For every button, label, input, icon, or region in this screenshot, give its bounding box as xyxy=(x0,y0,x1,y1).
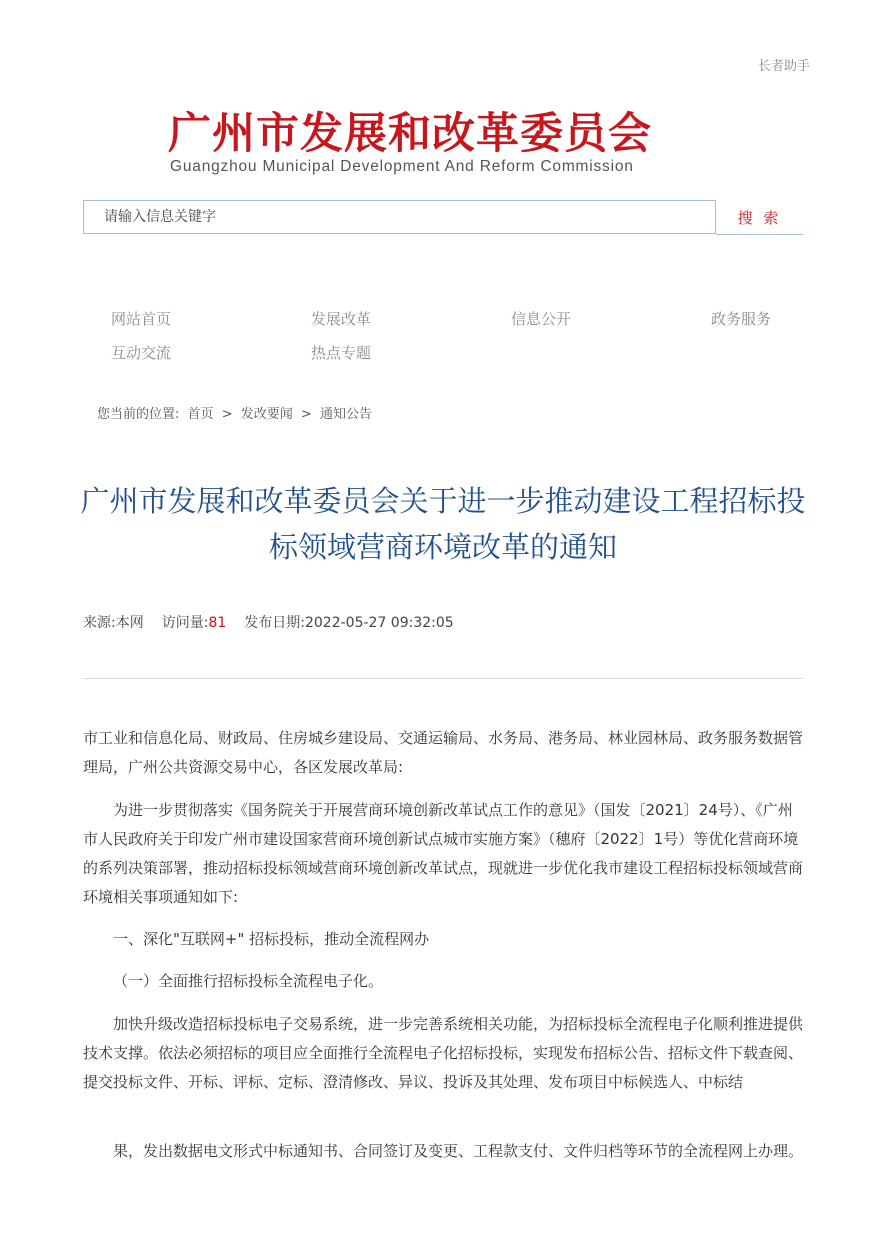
body-paragraph: 一、深化"互联网+" 招标投标，推动全流程网办 xyxy=(113,930,430,948)
content-divider xyxy=(83,678,803,679)
visits-count: 81 xyxy=(208,615,227,631)
nav-item-info-disclosure[interactable]: 信息公开 xyxy=(511,310,572,328)
publish-date-label: 发布日期: xyxy=(244,615,305,631)
article-body-section xyxy=(83,1137,803,1166)
article-meta xyxy=(83,612,454,632)
body-paragraph: （一）全面推行招标投标全流程电子化。 xyxy=(113,972,384,990)
breadcrumb-notices[interactable]: 通知公告 xyxy=(319,407,372,422)
site-logo-english: Guangzhou Municipal Development And Reform Commission xyxy=(170,158,634,175)
nav-item-government-services[interactable]: 政务服务 xyxy=(711,310,772,328)
breadcrumb-prefix: 您当前的位置: xyxy=(97,407,180,422)
body-paragraph: 果，发出数据电文形式中标通知书、合同签订及变更、工程款支付、文件归档等环节的全流程网上办理。 xyxy=(113,1142,804,1160)
article-body-section xyxy=(83,796,803,912)
article-heading-1-1 xyxy=(83,967,803,996)
source-label: 来源: xyxy=(83,615,116,631)
nav-item-hot-topics[interactable]: 热点专题 xyxy=(311,344,372,362)
article-title: 广州市发展和改革委员会关于进一步推动建设工程招标投标领域营商环境改革的通知 xyxy=(80,484,806,564)
search-input[interactable] xyxy=(84,201,715,233)
nav-item-interaction[interactable]: 互动交流 xyxy=(111,344,172,362)
nav-item-development-reform[interactable]: 发展改革 xyxy=(311,310,372,328)
search-box xyxy=(83,200,716,234)
article-body-section xyxy=(83,1010,803,1097)
body-paragraph: 为进一步贯彻落实《国务院关于开展营商环境创新改革试点工作的意见》（国发〔2021〕24号）、《广州市人民政府关于印发广州市建设国家营商环境创新试点城市实施方案》（穗府〔2022〕1号）等优化营商环境的系列决策部署，推动招标投标领域营商环境创新改革试点，现就进一步优化我市建设工程招标投标领域营商环境相关事项通知如下: xyxy=(83,801,804,906)
breadcrumb xyxy=(97,403,376,422)
article-body xyxy=(83,724,803,782)
body-paragraph: 市工业和信息化局、财政局、住房城乡建设局、交通运输局、水务局、港务局、林业园林局、政务服务数据管理局，广州公共资源交易中心，各区发展改革局: xyxy=(83,729,804,776)
publish-date-value: 2022-05-27 09:32:05 xyxy=(304,615,454,631)
visits-label: 访问量: xyxy=(161,615,209,631)
source-value: 本网 xyxy=(115,615,144,631)
breadcrumb-home[interactable]: 首页 xyxy=(187,407,214,422)
search-button[interactable]: 搜 索 xyxy=(716,200,803,235)
nav-item-home[interactable]: 网站首页 xyxy=(111,310,172,328)
breadcrumb-news[interactable]: 发改要闻 xyxy=(240,407,293,422)
breadcrumb-separator: > xyxy=(300,407,312,422)
elderly-assistant-link[interactable]: 长者助手 xyxy=(758,59,811,74)
breadcrumb-separator: > xyxy=(221,407,233,422)
body-paragraph: 加快升级改造招标投标电子交易系统，进一步完善系统相关功能，为招标投标全流程电子化顺利推进提供技术支撑。依法必须招标的项目应全面推行全流程电子化招标投标，实现发布招标公告、招标文件下载查阅、提交投标文件、开标、评标、定标、澄清修改、异议、投诉及其处理、发布项目中标候选人、中标结 xyxy=(83,1015,804,1091)
site-logo-chinese[interactable]: 广州市发展和改革委员会 xyxy=(168,109,652,159)
article-heading-1 xyxy=(83,925,803,954)
